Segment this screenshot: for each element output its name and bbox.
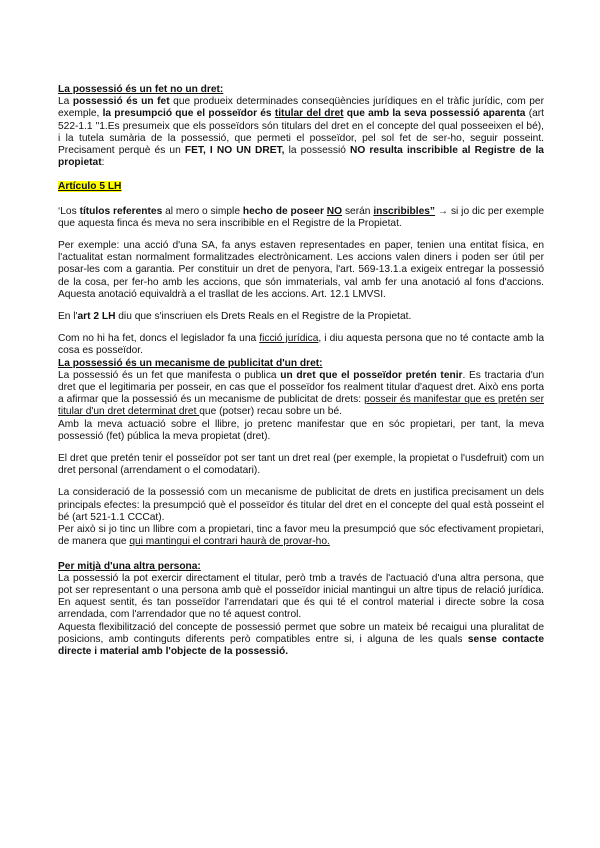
paragraph: Per exemple: una acció d'una SA, fa anys estaven representades en paper, tenien una entitat física, en l'actualitat estan normalment formalitzades electrònicament. Les accions valen diners i poden ser útil per posar-les com a garantia. Per constituir un dret de penyora, l'art. 569-13.1.a exigeix entregar la possessió de la cosa, per fer-ho amb les accions, que són immaterials, val amb fer una anotació al fons d'accions. Aquesta anotació equivaldrà a el trasllat de les accions. Art. 12.1 LMVSI. (58, 240, 544, 300)
document-page (58, 84, 544, 658)
paragraph: La possessió és un fet que produeix determinades conseqüències jurídiques en el tràfic jurídic, com per exemple, la presumpció que el posseïdor és titular del dret que amb la seva possessió aparenta (art 522-1.1 "1.Es presumeix que els posseïdors són titulars del dret en el concepte del qual posseeixen el bé), i la tutela sumària de la possessió, que permeti el posseïdor, pel sol fet de ser-ho, seguir posseint. Precisament perquè és un FET, I NO UN DRET, la possessió NO resulta inscribible al Registre de la propietat: (58, 96, 544, 169)
paragraph: Per això si jo tinc un llibre com a propietari, tinc a favor meu la presumpció que sóc efectivament propietari, de manera que qui mantingui el contrari haurà de provar-ho. (58, 524, 544, 548)
paragraph: La possessió la pot exercir directament el titular, però tmb a través de l'actuació d'una altra persona, que pot ser representant o una persona amb què el posseïdor inicial mantingui un altre tipus de relació jurídica. En aquest sentit, és tan posseïdor l'arrendatari que és qui té el control material i directe sobre la cosa arrendada, com l'arrendador que no té aquest control. (58, 572, 544, 621)
paragraph: La possessió és un fet que manifesta o publica un dret que el posseïdor pretén tenir. Es tractaria d'un dret que el legitimaria per posseir, en cas que el posseïdor fos realment titular d'aquest dret. Això ens porta a afirmar que la possessió és un mecanisme de publicitat de drets: posseir és manifestar que es pretén ser titular d'un dret determinat dret que (potser) recau sobre un bé. (58, 369, 544, 418)
section-heading: La possessió és un fet no un dret: (58, 84, 224, 95)
highlighted-heading: Artículo 5 LH (58, 181, 122, 193)
paragraph: Amb la meva actuació sobre el llibre, jo pretenc manifestar que en sóc propietari, per tant, la meva possessió (fet) pública la meva propietat (dret). (58, 418, 544, 442)
paragraph: La consideració de la possessió com un mecanisme de publicitat de drets en justifica precisament un dels principals efectes: la presumpció què el posseïdor és titular del dret en el concepte del qual està posseint el bé (art 521-1.1 CCCat). (58, 487, 544, 523)
paragraph: ‘Los títulos referentes al mero o simple hecho de poseer NO serán inscribibles” → si jo dic per exemple que aquesta finca és meva no sera inscribible en el Registre de la Propietat. (58, 205, 544, 229)
paragraph: Aquesta flexibilització del concepte de possessió permet que sobre un mateix bé recaigui una pluralitat de posicions, amb continguts diferents però compatibles entre si, i alguna de les quals sense contacte directe i material amb l'objecte de la possessió. (58, 621, 544, 657)
section-heading: Per mitjà d'una altra persona: (58, 560, 201, 572)
paragraph: El dret que pretén tenir el posseïdor pot ser tant un dret real (per exemple, la propietat o l'usdefruit) com un dret personal (arrendament o el comodatari). (58, 453, 544, 477)
section-heading: La possessió és un mecanisme de publicitat d'un dret: (58, 357, 323, 369)
paragraph: En l'art 2 LH diu que s'inscriuen els Drets Reals en el Registre de la Propietat. (58, 311, 412, 323)
paragraph: Com no hi ha fet, doncs el legislador fa una ficció jurídica, i diu aquesta persona que no té contacte amb la cosa es posseïdor. (58, 333, 544, 357)
